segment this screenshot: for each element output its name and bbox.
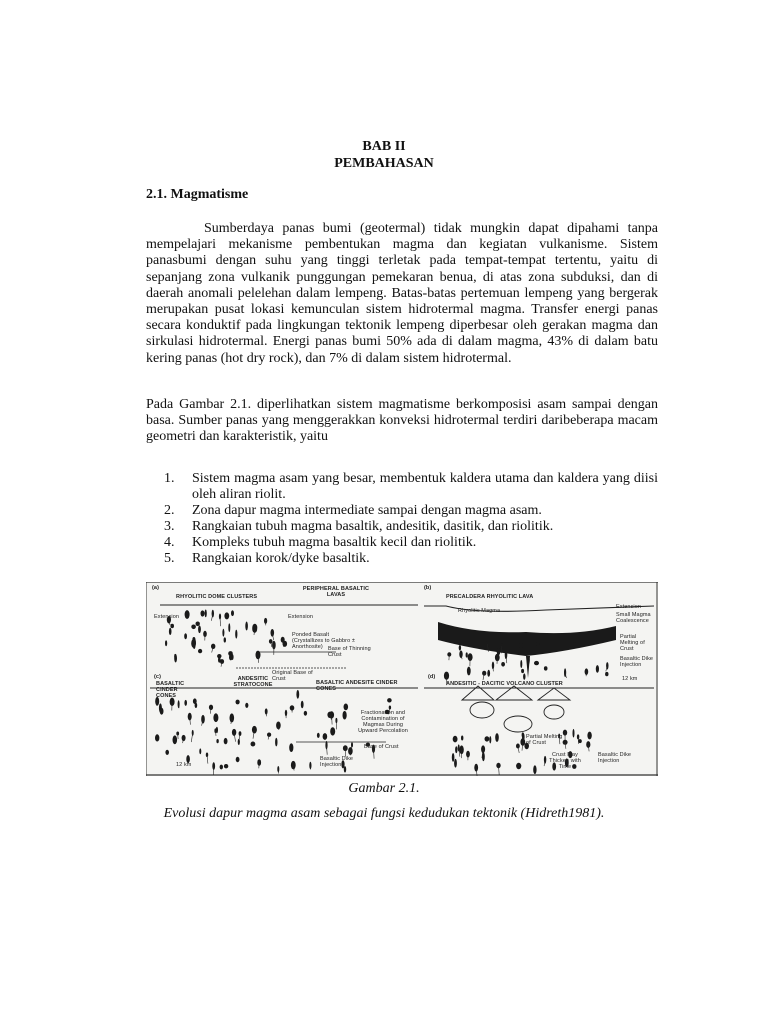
magma-blob bbox=[211, 644, 215, 649]
panel-c-scale: 12 km bbox=[176, 762, 192, 768]
magma-blob bbox=[301, 701, 304, 708]
panel-d-letter: (d) bbox=[428, 674, 436, 680]
magma-blob bbox=[459, 645, 461, 651]
magma-blob bbox=[236, 757, 240, 762]
magma-blob bbox=[191, 625, 196, 630]
rhyolitic-magma-body bbox=[438, 622, 616, 656]
panel-b-letter: (b) bbox=[424, 585, 432, 591]
figure-caption: Gambar 2.1. bbox=[348, 781, 420, 796]
magma-blob bbox=[489, 736, 491, 743]
magma-blob bbox=[155, 734, 159, 741]
magma-blob bbox=[317, 733, 320, 738]
magma-blob bbox=[201, 610, 205, 616]
magma-blob bbox=[228, 623, 230, 632]
magma-blob bbox=[193, 698, 197, 704]
magma-blob bbox=[231, 610, 234, 616]
panel-d-partial-melting: Partial Melting of Crust bbox=[526, 734, 563, 746]
magma-blob bbox=[501, 662, 505, 667]
magma-chamber bbox=[470, 702, 494, 718]
magma-blob bbox=[236, 700, 240, 705]
magma-blob bbox=[387, 698, 392, 702]
magma-blob bbox=[165, 640, 167, 646]
magma-blob bbox=[170, 624, 174, 628]
magma-blob bbox=[573, 642, 576, 647]
paragraph-2: Pada Gambar 2.1. diperlihatkan sistem magmatisme berkomposisi asam sampai dengan basa. Sumber panas yang menggerakkan konveksi hidrotermal terdiri daribeberapa macam geometri dan karakteristik, yaitu bbox=[146, 397, 658, 445]
magma-blob bbox=[534, 661, 539, 665]
magma-blob bbox=[323, 733, 328, 740]
panel-b-partial-melting: Partial Melting of Crust bbox=[620, 634, 645, 652]
list-number: 5. bbox=[164, 551, 175, 566]
magma-blob bbox=[330, 727, 335, 735]
list-number: 3. bbox=[164, 519, 175, 534]
magma-chamber bbox=[504, 716, 532, 732]
paragraph-1: Sumberdaya panas bumi (geotermal) tidak mungkin dapat dipahami tanpa mempelajari mekanisme pembentukan magma dan kegiatan vulkanisme. Sistem panasbumi dengan suhu yang tinggi terletak pada tempat-tempat tertentu, yaitu di sepanjang zona vulkanik punggungan pemekaran benua, di atas zona subduksi, dan di daerah anomali pelelehan dalam lempeng. Batas-batas pertemuan lempeng yang bergerak merupakan pusat lokasi kemunculan sistem hidrotermal magma. Transfer energi panas secara konduktif pada lingkungan tektonik lempeng diperbesar oleh gerakan magma dan sirkulasi hidrotermal. Energi panas bumi 50% ada di dalam magma, 43% di dalam batu kering panas (hot dry rock), dan 7% di dalam sistem hidrotermal. bbox=[146, 221, 658, 366]
list-item bbox=[164, 535, 658, 551]
numbered-list bbox=[164, 471, 658, 567]
magma-blob bbox=[224, 612, 229, 619]
panel-c-letter: (c) bbox=[154, 674, 162, 680]
magma-blob bbox=[544, 666, 548, 670]
panel-a-title: RHYOLITIC DOME CLUSTERS bbox=[176, 594, 258, 600]
magma-blob bbox=[191, 639, 196, 648]
magma-blob bbox=[466, 652, 468, 657]
panel-c-base-crust: Base of Crust bbox=[364, 744, 399, 750]
panel-b-extension: Extension bbox=[616, 604, 642, 610]
magma-blob bbox=[245, 703, 248, 708]
list-text: Rangkaian tubuh magma basaltik, andesitik, dasitik, dan riolitik. bbox=[192, 519, 554, 534]
magma-blob bbox=[217, 654, 221, 658]
magma-blob bbox=[605, 672, 608, 676]
panel-b-scale: 12 km bbox=[622, 676, 638, 682]
magma-blob bbox=[327, 712, 332, 718]
panel-d-crust-thicken: Crust May Thicken with Time bbox=[549, 752, 581, 770]
magma-evolution-figure bbox=[146, 582, 658, 776]
magma-blob bbox=[523, 673, 525, 679]
magma-blob bbox=[296, 690, 299, 699]
magma-blob bbox=[205, 610, 207, 618]
magma-blob bbox=[213, 713, 218, 722]
magma-blob bbox=[174, 654, 176, 658]
list-number: 4. bbox=[164, 535, 175, 550]
magma-blob bbox=[182, 735, 186, 741]
magma-blob bbox=[291, 761, 296, 769]
panel-b-rhyolitic-magma: Rhyolitic Magma bbox=[458, 608, 501, 614]
magma-blob bbox=[184, 633, 187, 639]
magma-blob bbox=[238, 739, 240, 745]
magma-blob bbox=[461, 736, 463, 741]
panel-c-basaltic-cinder: BASALTIC CINDER CONES bbox=[156, 681, 185, 699]
magma-blob bbox=[222, 629, 224, 637]
list-item bbox=[164, 471, 658, 503]
magma-blob bbox=[519, 643, 524, 649]
panel-a-extension: Extension bbox=[154, 614, 180, 620]
list-text: Zona dapur magma intermediate sampai dengan magma asam. bbox=[192, 503, 542, 518]
magma-blob bbox=[160, 708, 164, 715]
panel-a-letter: (a) bbox=[152, 585, 160, 591]
list-text: Kompleks tubuh magma basaltik kecil dan riolitik. bbox=[192, 535, 477, 550]
panel-a-extension-2: Extension bbox=[288, 614, 314, 620]
magma-blob bbox=[173, 735, 178, 744]
magma-blob bbox=[165, 750, 169, 755]
magma-blob bbox=[235, 630, 237, 639]
magma-blob bbox=[467, 667, 471, 676]
chapter-number: BAB II bbox=[362, 139, 406, 154]
magma-blob bbox=[224, 637, 226, 642]
magma-blob bbox=[212, 610, 214, 618]
list-number: 1. bbox=[164, 471, 175, 486]
panel-c-basaltic-dike: Basaltic Dike Injection bbox=[320, 756, 354, 768]
magma-blob bbox=[536, 642, 539, 647]
panel-a-peripheral: PERIPHERAL BASALTIC LAVAS bbox=[302, 586, 370, 598]
list-item bbox=[164, 551, 658, 567]
list-item bbox=[164, 503, 658, 519]
chapter-title: PEMBAHASAN bbox=[334, 156, 434, 171]
magma-blob bbox=[528, 657, 530, 664]
magma-blob bbox=[196, 622, 200, 627]
panel-a-original-base: Original Base of Crust bbox=[272, 670, 313, 682]
magma-blob bbox=[198, 649, 202, 653]
magma-blob bbox=[520, 660, 522, 668]
magma-blob bbox=[251, 742, 256, 747]
panel-b-title: PRECALDERA RHYOLITIC LAVA bbox=[446, 594, 534, 600]
magma-blob bbox=[453, 736, 458, 743]
magma-blob bbox=[521, 669, 524, 673]
panel-b-small-magma: Small Magma Coalescence bbox=[616, 612, 651, 624]
magma-blob bbox=[455, 746, 457, 753]
magma-chamber bbox=[544, 705, 564, 719]
magma-blob bbox=[216, 739, 218, 743]
magma-blob bbox=[344, 704, 349, 711]
magma-blob bbox=[220, 765, 223, 770]
panel-a-ponded-basalt: Ponded Basalt (Crystallizes to Gabbro ± Anorthosite) bbox=[292, 632, 355, 650]
panel-d-title: ANDESITIC - DACITIC VOLCANO CLUSTER bbox=[446, 681, 563, 687]
magma-blob bbox=[587, 732, 591, 740]
magma-blob bbox=[185, 610, 190, 619]
magma-blob bbox=[596, 665, 599, 673]
magma-blob bbox=[224, 738, 228, 744]
magma-blob bbox=[485, 736, 490, 741]
magma-blob bbox=[516, 763, 521, 769]
panel-c-basaltic-andesite: BASALTIC ANDESITE CINDER CONES bbox=[316, 680, 398, 692]
magma-blob bbox=[245, 622, 248, 631]
magma-blob bbox=[224, 764, 228, 768]
magma-blob bbox=[199, 748, 201, 754]
magma-blob bbox=[573, 729, 575, 738]
magma-blob bbox=[252, 624, 257, 631]
section-title: 2.1. Magmatisme bbox=[146, 187, 249, 202]
panel-b-basaltic-dike: Basaltic Dike Injection bbox=[620, 656, 654, 668]
magma-blob bbox=[495, 733, 499, 742]
magma-blob bbox=[343, 711, 347, 720]
list-text: Sistem magma asam yang besar, membentuk kaldera utama dan kaldera yang diisi oleh aliran riolit. bbox=[192, 471, 658, 502]
magma-blob bbox=[169, 628, 172, 635]
panel-c-fractionation: Fractionation and Contamination of Magmas During Upward Percolation bbox=[358, 710, 408, 734]
panel-a-base-thinning: Base of Thinning Crust bbox=[328, 646, 371, 658]
magma-blob bbox=[533, 765, 536, 774]
magma-blob bbox=[452, 753, 455, 762]
magma-blob bbox=[231, 654, 233, 660]
magma-blob bbox=[487, 670, 490, 677]
figure-description: Evolusi dapur magma asam sebagai fungsi kedudukan tektonik (Hidreth1981). bbox=[163, 806, 605, 821]
magma-blob bbox=[289, 743, 293, 752]
panel-d-basaltic-dike: Basaltic Dike Injection bbox=[598, 752, 632, 764]
magma-blob bbox=[275, 738, 277, 747]
magma-blob bbox=[304, 711, 307, 716]
figure-drawing bbox=[146, 582, 658, 776]
list-item bbox=[164, 519, 658, 535]
list-number: 2. bbox=[164, 503, 175, 518]
magma-blob bbox=[454, 759, 457, 768]
magma-blob bbox=[184, 700, 187, 706]
magma-blob bbox=[271, 629, 275, 637]
volcano-cone bbox=[538, 688, 570, 700]
magma-blob bbox=[198, 626, 201, 634]
list-text: Rangkaian korok/dyke basaltik. bbox=[192, 551, 370, 566]
panel-c-andesitic: ANDESITIC STRATOCONE bbox=[233, 676, 273, 688]
